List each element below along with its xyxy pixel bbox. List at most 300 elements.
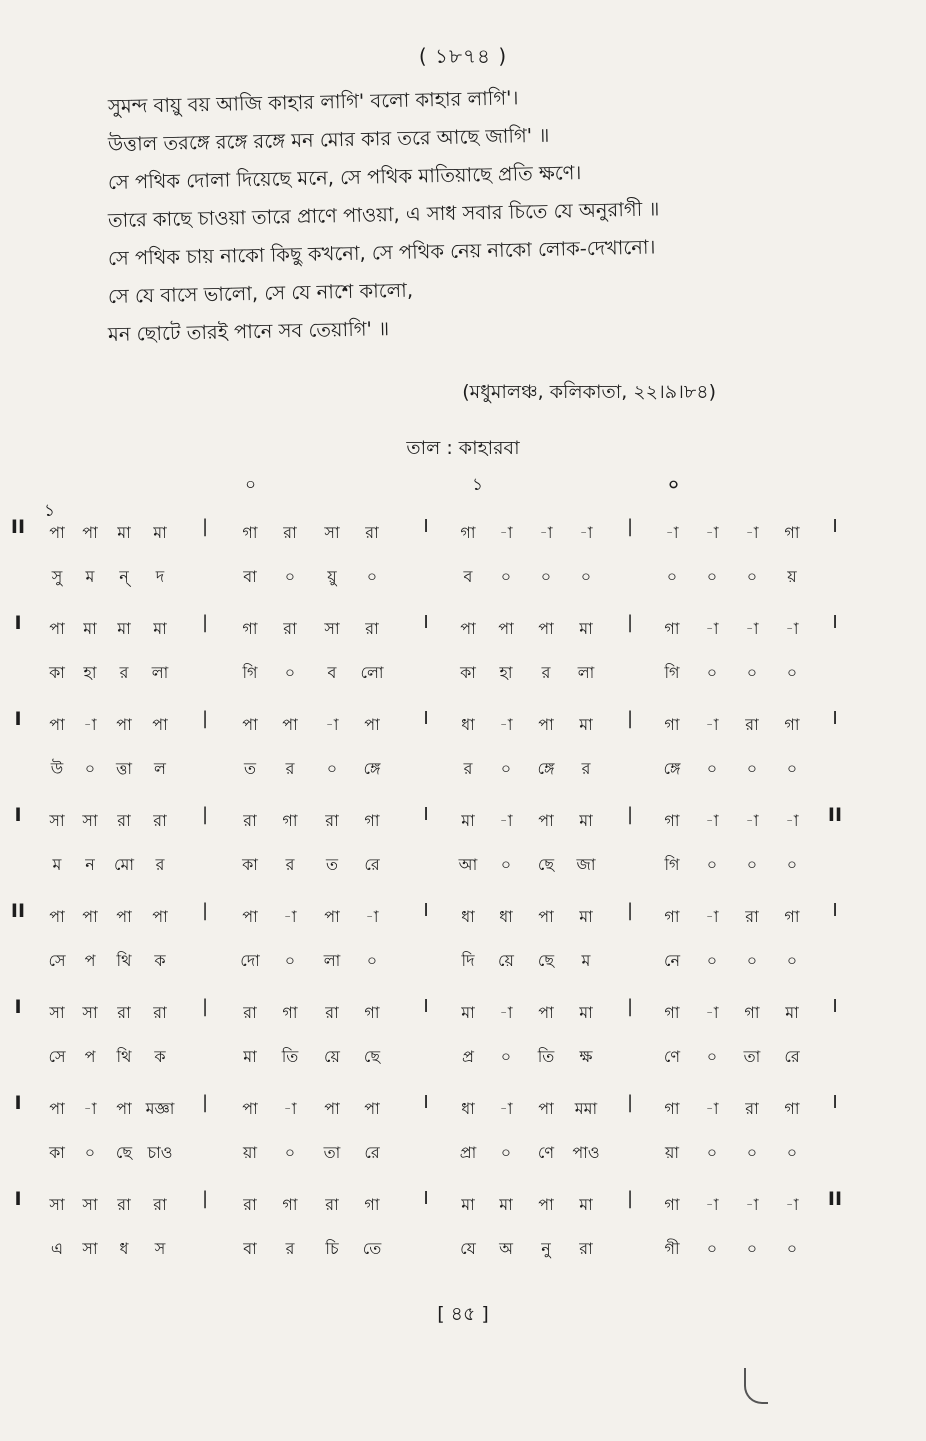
swara-note: পা bbox=[116, 1099, 132, 1118]
swara-note: মা bbox=[153, 619, 167, 638]
swara-note: -া bbox=[665, 523, 679, 542]
swara-note: পা bbox=[538, 1003, 554, 1022]
swara-note: -া bbox=[283, 1099, 297, 1118]
swara-note: পা bbox=[282, 715, 298, 734]
lyric-syllable: যে bbox=[460, 1239, 476, 1258]
swara-note: রা bbox=[745, 715, 759, 734]
swara-note: সা bbox=[49, 1195, 65, 1214]
swara-note: -া bbox=[745, 619, 759, 638]
lyric-syllable: য়ে bbox=[498, 951, 514, 970]
bar-line: | bbox=[626, 708, 634, 729]
beat-markers bbox=[0, 472, 926, 521]
lyric-syllable: ০ bbox=[706, 1239, 718, 1258]
swara-note: রা bbox=[745, 1099, 759, 1118]
lyric-syllable: নে bbox=[663, 951, 681, 970]
swara-note: গা bbox=[784, 1099, 800, 1118]
lyric-syllable: ০ bbox=[746, 567, 758, 586]
swara-note: পা bbox=[538, 619, 554, 638]
lyric-syllable: ০ bbox=[326, 759, 338, 778]
lyric-syllable: আ bbox=[458, 855, 478, 874]
lyric-syllable: য়া bbox=[242, 1143, 258, 1162]
lyric-syllable: ০ bbox=[366, 951, 378, 970]
swara-note: মা bbox=[461, 1195, 475, 1214]
lyric-syllable: তা bbox=[743, 1047, 761, 1066]
bar-line: I bbox=[14, 708, 22, 730]
swara-note: -া bbox=[499, 1099, 513, 1118]
lyric-syllable: লা bbox=[323, 951, 341, 970]
lyrics-block bbox=[108, 88, 848, 354]
swara-note: পা bbox=[49, 715, 65, 734]
lyric-syllable: ০ bbox=[84, 1143, 96, 1162]
lyric-syllable: রে bbox=[364, 855, 380, 874]
lyric-syllable: প্রা bbox=[459, 1143, 477, 1162]
bar-line: | bbox=[626, 996, 634, 1017]
swara-note: গা bbox=[664, 715, 680, 734]
lyric-syllable: দো bbox=[240, 951, 260, 970]
swara-note: গা bbox=[460, 523, 476, 542]
swara-note: মা bbox=[117, 619, 131, 638]
swara-note: রা bbox=[325, 811, 339, 830]
lyric-syllable: ০ bbox=[786, 951, 798, 970]
notation-row bbox=[0, 996, 926, 1096]
page-header: ( ১৮৭৪ ) bbox=[418, 44, 508, 68]
swara-note: গা bbox=[364, 1003, 380, 1022]
swara-note: পা bbox=[242, 1099, 258, 1118]
lyric-syllable: ধ bbox=[119, 1239, 129, 1258]
swara-note: -া bbox=[283, 907, 297, 926]
lyric-syllable: ণে bbox=[663, 1047, 681, 1066]
notation-row bbox=[0, 708, 926, 808]
lyric-syllable: ত bbox=[243, 759, 256, 778]
lyric-syllable: প bbox=[84, 951, 96, 970]
lyric-syllable: য়া bbox=[664, 1143, 680, 1162]
bar-line: I bbox=[832, 1092, 838, 1113]
lyric-syllable: গী bbox=[664, 1239, 680, 1258]
swara-note: পা bbox=[49, 1099, 65, 1118]
swara-note: -া bbox=[705, 1003, 719, 1022]
swara-note: গা bbox=[664, 619, 680, 638]
lyric-syllable: ক bbox=[154, 1047, 166, 1066]
swara-note: -া bbox=[499, 523, 513, 542]
swara-note: পা bbox=[498, 619, 514, 638]
bar-line: II bbox=[10, 516, 26, 538]
lyric-syllable: ত bbox=[325, 855, 338, 874]
swara-note: সা bbox=[82, 1195, 98, 1214]
bar-line: | bbox=[201, 804, 209, 825]
lyric-syllable: ০ bbox=[500, 1047, 512, 1066]
bar-line: | bbox=[201, 900, 209, 921]
lyric-syllable: বা bbox=[243, 567, 257, 586]
lyric-syllable: লা bbox=[577, 663, 595, 682]
lyric-syllable: জা bbox=[576, 855, 596, 874]
swara-note: -া bbox=[365, 907, 379, 926]
bar-line: | bbox=[626, 900, 634, 921]
lyric-line: মন ছোটে তারই পানে সব তেয়াগি' ॥ bbox=[107, 317, 390, 346]
swara-note: মা bbox=[153, 523, 167, 542]
beat-marker: ১ bbox=[44, 501, 56, 521]
lyric-syllable: কা bbox=[460, 663, 476, 682]
notation-row bbox=[0, 804, 926, 904]
lyric-syllable: ০ bbox=[746, 1239, 758, 1258]
lyric-syllable: অ bbox=[499, 1239, 513, 1258]
swara-note: পা bbox=[538, 1099, 554, 1118]
lyric-syllable: য়ে bbox=[324, 1047, 340, 1066]
lyric-syllable: মো bbox=[113, 855, 135, 874]
lyric-syllable: ণে bbox=[537, 1143, 555, 1162]
lyric-syllable: ম bbox=[52, 855, 62, 874]
lyric-syllable: ০ bbox=[500, 855, 512, 874]
swara-note: রা bbox=[243, 811, 257, 830]
swara-note: রা bbox=[365, 619, 379, 638]
swara-note: পা bbox=[364, 715, 380, 734]
swara-note: রা bbox=[153, 811, 167, 830]
lyric-syllable: য়ু bbox=[327, 567, 337, 586]
lyric-syllable: ০ bbox=[706, 759, 718, 778]
swara-note: গা bbox=[664, 907, 680, 926]
lyric-syllable: ০ bbox=[84, 759, 96, 778]
lyric-syllable: তা bbox=[323, 1143, 341, 1162]
lyric-syllable: ০ bbox=[746, 663, 758, 682]
swara-note: রা bbox=[745, 907, 759, 926]
beat-marker: ০ bbox=[245, 475, 257, 495]
citation: (মধুমালঞ্চ, কলিকাতা, ২২।৯।৮৪) bbox=[462, 381, 716, 403]
lyric-syllable: কা bbox=[49, 663, 65, 682]
bar-line: I bbox=[14, 996, 22, 1018]
lyric-syllable: ছে bbox=[363, 1047, 381, 1066]
bar-line: I bbox=[14, 612, 22, 634]
swara-note: পা bbox=[82, 523, 98, 542]
lyric-syllable: ০ bbox=[786, 663, 798, 682]
lyric-syllable: তি bbox=[281, 1047, 299, 1066]
lyric-syllable: ঙ্গে bbox=[363, 759, 381, 778]
lyric-syllable: ন্ bbox=[119, 567, 129, 586]
swara-note: গা bbox=[784, 523, 800, 542]
lyric-syllable: প bbox=[84, 1047, 96, 1066]
lyric-syllable: তে bbox=[362, 1239, 382, 1258]
lyric-syllable: চাও bbox=[147, 1143, 173, 1162]
lyric-syllable: হা bbox=[83, 663, 97, 682]
swara-note: গা bbox=[664, 1003, 680, 1022]
lyric-syllable: ০ bbox=[580, 567, 592, 586]
swara-note: গা bbox=[664, 1195, 680, 1214]
lyric-syllable: ০ bbox=[500, 1143, 512, 1162]
lyric-syllable: ০ bbox=[284, 951, 296, 970]
lyric-syllable: গি bbox=[242, 663, 258, 682]
swara-note: গা bbox=[242, 523, 258, 542]
swara-note: গা bbox=[664, 1099, 680, 1118]
swara-note: সা bbox=[49, 811, 65, 830]
swara-note: পা bbox=[364, 1099, 380, 1118]
swara-note: গা bbox=[744, 1003, 760, 1022]
lyric-syllable: ছে bbox=[115, 1143, 133, 1162]
lyric-syllable: ০ bbox=[786, 1143, 798, 1162]
swara-note: রা bbox=[325, 1003, 339, 1022]
lyric-syllable: র bbox=[285, 855, 295, 874]
notation-row bbox=[0, 612, 926, 712]
swara-note: -া bbox=[745, 811, 759, 830]
lyric-syllable: ০ bbox=[786, 759, 798, 778]
lyric-syllable: ছে bbox=[537, 855, 555, 874]
swara-note: পা bbox=[49, 907, 65, 926]
lyric-syllable: ০ bbox=[706, 1143, 718, 1162]
lyric-syllable: তি bbox=[537, 1047, 555, 1066]
swara-note: -া bbox=[705, 1195, 719, 1214]
lyric-syllable: ক্ষ bbox=[579, 1047, 593, 1066]
lyric-line: সে পথিক দোলা দিয়েছে মনে, সে পথিক মাতিয়াছে প্রতি ক্ষণে। bbox=[107, 161, 582, 194]
lyric-syllable: ০ bbox=[284, 663, 296, 682]
bar-line: II bbox=[827, 804, 843, 826]
swara-note: পা bbox=[152, 907, 168, 926]
lyric-syllable: ক bbox=[154, 951, 166, 970]
swara-note: রা bbox=[153, 1003, 167, 1022]
lyric-syllable: ০ bbox=[284, 1143, 296, 1162]
lyric-syllable: র bbox=[581, 759, 591, 778]
swara-note: -া bbox=[785, 619, 799, 638]
swara-note: মা bbox=[785, 1003, 799, 1022]
lyric-syllable: ০ bbox=[284, 567, 296, 586]
swara-note: পা bbox=[242, 715, 258, 734]
lyric-syllable: হা bbox=[499, 663, 513, 682]
swara-note: রা bbox=[243, 1195, 257, 1214]
lyric-syllable: চি bbox=[325, 1239, 339, 1258]
lyric-syllable: ন bbox=[85, 855, 95, 874]
beat-marker: ০ bbox=[668, 475, 680, 495]
bar-line: I bbox=[423, 516, 429, 537]
swara-note: -া bbox=[745, 1195, 759, 1214]
lyric-syllable: কা bbox=[242, 855, 258, 874]
lyric-syllable: ঙ্গে bbox=[537, 759, 555, 778]
swara-note: -া bbox=[539, 523, 553, 542]
lyric-syllable: ০ bbox=[540, 567, 552, 586]
bar-line: II bbox=[827, 1188, 843, 1210]
bar-line: I bbox=[832, 900, 838, 921]
swara-note: পা bbox=[82, 907, 98, 926]
lyric-syllable: ছে bbox=[537, 951, 555, 970]
swara-note: -া bbox=[785, 1195, 799, 1214]
lyric-syllable: গি bbox=[664, 855, 680, 874]
lyric-syllable: সে bbox=[48, 1047, 66, 1066]
lyric-syllable: বা bbox=[243, 1239, 257, 1258]
lyric-syllable: লা bbox=[151, 663, 169, 682]
swara-note: গা bbox=[364, 1195, 380, 1214]
swara-note: রা bbox=[153, 1195, 167, 1214]
swara-note: পা bbox=[324, 1099, 340, 1118]
bar-line: | bbox=[626, 804, 634, 825]
swara-note: সা bbox=[82, 811, 98, 830]
lyric-syllable: র bbox=[285, 1239, 295, 1258]
bar-line: I bbox=[423, 996, 429, 1017]
lyric-syllable: ০ bbox=[786, 855, 798, 874]
bar-line: I bbox=[14, 804, 22, 826]
bar-line: | bbox=[626, 516, 634, 537]
swara-note: -া bbox=[499, 1003, 513, 1022]
swara-note: মা bbox=[579, 715, 593, 734]
swara-note: -া bbox=[785, 811, 799, 830]
lyric-syllable: সা bbox=[82, 1239, 98, 1258]
lyric-syllable: কা bbox=[49, 1143, 65, 1162]
lyric-syllable: ব bbox=[327, 663, 337, 682]
lyric-line: সে যে বাসে ভালো, সে যে নাশে কালো, bbox=[107, 278, 414, 308]
swara-note: পা bbox=[242, 907, 258, 926]
swara-note: পা bbox=[538, 811, 554, 830]
notation-row bbox=[0, 900, 926, 1000]
swara-note: মা bbox=[461, 1003, 475, 1022]
swara-note: রা bbox=[365, 523, 379, 542]
bar-line: I bbox=[423, 900, 429, 921]
bar-line: | bbox=[201, 516, 209, 537]
bar-line: II bbox=[10, 900, 26, 922]
swara-note: -া bbox=[705, 523, 719, 542]
lyric-syllable: রা bbox=[579, 1239, 593, 1258]
swara-note: মা bbox=[83, 619, 97, 638]
bar-line: I bbox=[832, 996, 838, 1017]
lyric-syllable: ০ bbox=[500, 759, 512, 778]
swara-note: গা bbox=[364, 811, 380, 830]
swara-note: গা bbox=[282, 1003, 298, 1022]
lyric-syllable: ০ bbox=[746, 759, 758, 778]
swara-note: রা bbox=[117, 1003, 131, 1022]
lyric-syllable: ০ bbox=[706, 567, 718, 586]
lyric-syllable: স bbox=[154, 1239, 166, 1258]
bar-line: I bbox=[14, 1092, 22, 1114]
swara-note: সা bbox=[49, 1003, 65, 1022]
swara-note: গা bbox=[784, 907, 800, 926]
swara-note: পা bbox=[538, 715, 554, 734]
swara-note: -া bbox=[705, 907, 719, 926]
swara-note: -া bbox=[745, 523, 759, 542]
lyric-syllable: ম bbox=[85, 567, 95, 586]
lyric-syllable: র bbox=[285, 759, 295, 778]
lyric-syllable: ম bbox=[581, 951, 591, 970]
bar-line: I bbox=[423, 1092, 429, 1113]
lyric-line: উত্তাল তরঙ্গে রঙ্গে রঙ্গে মন মোর কার তরে আছে জাগি' ॥ bbox=[107, 123, 550, 156]
lyric-syllable: ০ bbox=[666, 567, 678, 586]
bar-line: | bbox=[626, 1188, 634, 1209]
lyric-syllable: ল bbox=[154, 759, 166, 778]
swara-note: -া bbox=[499, 715, 513, 734]
swara-note: -া bbox=[325, 715, 339, 734]
lyric-syllable: ০ bbox=[786, 1239, 798, 1258]
swara-note: রা bbox=[325, 1195, 339, 1214]
swara-note: মা bbox=[579, 619, 593, 638]
lyric-syllable: ০ bbox=[706, 951, 718, 970]
swara-note: মা bbox=[117, 523, 131, 542]
swara-note: রা bbox=[243, 1003, 257, 1022]
lyric-syllable: দি bbox=[461, 951, 475, 970]
lyric-syllable: উ bbox=[50, 759, 64, 778]
lyric-syllable: থি bbox=[116, 951, 132, 970]
swara-note: মা bbox=[579, 1003, 593, 1022]
swara-note: মা bbox=[499, 1195, 513, 1214]
swara-note: সা bbox=[324, 523, 340, 542]
lyric-syllable: ০ bbox=[746, 1143, 758, 1162]
page-number: [ ৪৫ ] bbox=[437, 1303, 489, 1325]
bar-line: | bbox=[201, 1188, 209, 1209]
swara-note: মা bbox=[579, 811, 593, 830]
swara-note: -া bbox=[705, 1099, 719, 1118]
swara-note: মা bbox=[579, 1195, 593, 1214]
pen-mark bbox=[744, 1368, 768, 1404]
swara-note: -া bbox=[705, 811, 719, 830]
lyric-syllable: সে bbox=[48, 951, 66, 970]
lyric-syllable: গি bbox=[664, 663, 680, 682]
beat-marker: ১ bbox=[472, 475, 484, 495]
lyric-syllable: ০ bbox=[706, 855, 718, 874]
lyric-syllable: প্র bbox=[462, 1047, 474, 1066]
bar-line: I bbox=[14, 1188, 22, 1210]
lyric-line: সুমন্দ বায়ু বয় আজি কাহার লাগি' বলো কাহার লাগি'। bbox=[107, 86, 519, 118]
bar-line: | bbox=[626, 1092, 634, 1113]
swara-note: পা bbox=[324, 907, 340, 926]
lyric-syllable: র bbox=[463, 759, 473, 778]
swara-note: ধা bbox=[461, 907, 475, 926]
bar-line: I bbox=[832, 516, 838, 537]
lyric-syllable: ০ bbox=[746, 951, 758, 970]
lyric-syllable: ঙ্গে bbox=[663, 759, 681, 778]
lyric-syllable: র bbox=[541, 663, 551, 682]
bar-line: I bbox=[423, 708, 429, 729]
lyric-syllable: ০ bbox=[366, 567, 378, 586]
swara-note: -া bbox=[579, 523, 593, 542]
lyric-syllable: লো bbox=[360, 663, 384, 682]
lyric-syllable: ত্তা bbox=[115, 759, 133, 778]
swara-note: গা bbox=[282, 811, 298, 830]
lyric-syllable: সু bbox=[51, 567, 63, 586]
swara-note: ধা bbox=[499, 907, 513, 926]
swara-note: -া bbox=[83, 715, 97, 734]
lyric-line: তারে কাছে চাওয়া তারে প্রাণে পাওয়া, এ সাধ সবার চিতে যে অনুরাগী ॥ bbox=[107, 197, 660, 232]
lyric-syllable: পাও bbox=[572, 1143, 600, 1162]
swara-note: -া bbox=[499, 811, 513, 830]
lyric-syllable: ব bbox=[463, 567, 473, 586]
swara-note: পা bbox=[49, 619, 65, 638]
swara-note: -া bbox=[705, 715, 719, 734]
bar-line: | bbox=[201, 996, 209, 1017]
lyric-syllable: থি bbox=[116, 1047, 132, 1066]
swara-note: পা bbox=[116, 907, 132, 926]
swara-note: রা bbox=[283, 523, 297, 542]
swara-note: রা bbox=[117, 811, 131, 830]
swara-note: মমা bbox=[574, 1099, 598, 1118]
swara-note: গা bbox=[282, 1195, 298, 1214]
swara-note: মা bbox=[461, 811, 475, 830]
swara-note: পা bbox=[538, 907, 554, 926]
notation-row bbox=[0, 1188, 926, 1288]
swara-note: পা bbox=[116, 715, 132, 734]
bar-line: | bbox=[201, 1092, 209, 1113]
bar-line: I bbox=[832, 708, 838, 729]
swara-note: পা bbox=[538, 1195, 554, 1214]
notation-grid bbox=[0, 516, 926, 1288]
lyric-syllable: রে bbox=[784, 1047, 800, 1066]
lyric-syllable: মা bbox=[243, 1047, 257, 1066]
swara-note: পা bbox=[152, 715, 168, 734]
bar-line: I bbox=[423, 804, 429, 825]
lyric-syllable: রে bbox=[364, 1143, 380, 1162]
swara-note: গা bbox=[242, 619, 258, 638]
swara-note: সা bbox=[324, 619, 340, 638]
lyric-syllable: র bbox=[119, 663, 129, 682]
swara-note: গা bbox=[784, 715, 800, 734]
lyric-syllable: ০ bbox=[706, 1047, 718, 1066]
bar-line: I bbox=[423, 612, 429, 633]
swara-note: ধা bbox=[461, 715, 475, 734]
swara-note: -া bbox=[83, 1099, 97, 1118]
lyric-syllable: য় bbox=[787, 567, 797, 586]
lyric-syllable: ০ bbox=[500, 567, 512, 586]
swara-note: -া bbox=[705, 619, 719, 638]
bar-line: | bbox=[626, 612, 634, 633]
